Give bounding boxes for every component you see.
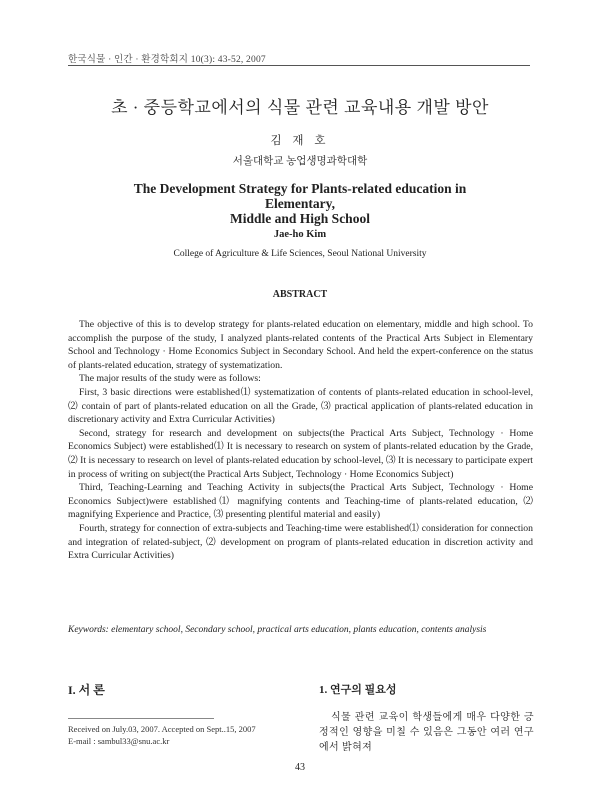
korean-title: 초 · 중등학교에서의 식물 관련 교육내용 개발 방안 (111, 98, 489, 117)
section-heading-introduction: I. 서 론 (68, 683, 105, 697)
abstract-heading: ABSTRACT (272, 289, 328, 300)
abstract-paragraph: Third, Teaching-Learning and Teaching Activity in subjects(the Practical Arts Subject, Technology · Home Economics Subject)were established⑴ magnifying contents and Teaching-time of plants-related education, ⑵ magnifying Experience and Practice, ⑶ presenting plentiful material and easily) (68, 482, 533, 521)
abstract-paragraph: First, 3 basic directions were established⑴ systematization of contents of plants-related education in school-level, ⑵ contain of part of plants-related education on all the Grade, ⑶ practical application of plants-related education in discretionary activity and Extra Curricular Activities) (68, 386, 533, 426)
keywords: Keywords: elementary school, Secondary school, practical arts education, plants education, contents analysis (68, 625, 487, 635)
subsection-heading: 1. 연구의 필요성 (319, 684, 397, 696)
abstract-paragraph: Fourth, strategy for connection of extra-subjects and Teaching-time were established⑴ consideration for connection and integration of related-subject, ⑵ development on program of plants-related education in discretion activity and Extra Curricular Activities) (68, 522, 533, 562)
author-email: E-mail : sambul33@snu.ac.kr (68, 736, 170, 746)
page-number: 43 (295, 762, 305, 773)
footnote-rule (68, 718, 214, 719)
abstract-paragraph: The objective of this is to develop strategy for plants-related education on elementary, middle and high school. To accomplish the purpose of the study, I analyzed plants-related contents of the Practical Arts Subject in Elementary School and Technology · Home Economics Subject in Secondary School. And held the expert-conference on the status of plants-related education, strategy of systematization. (68, 319, 533, 371)
abstract-paragraph: Second, strategy for research and development on subjects(the Practical Arts Subject, Technology · Home Economics Subject) were established⑴ It is necessary to research on system of plants-related education by the Grade, ⑵ It is necessary to research on level of plants-related education by school-level, ⑶ It is necessary to participate expert in process of writing on subject(the Practical Arts Subject, Technology · Home Economics Subject) (68, 427, 533, 480)
english-author: Jae-ho Kim (273, 229, 327, 240)
received-dates: Received on July.03, 2007. Accepted on Sept..15, 2007 (68, 724, 256, 734)
english-affiliation: College of Agriculture & Life Sciences, Seoul National University (173, 249, 427, 259)
abstract-paragraph: The major results of the study were as follows: (79, 373, 261, 385)
body-paragraph: 식물 관련 교육이 학생들에게 매우 다양한 긍정적인 영향을 미칠 수 있음은 그동안 여러 연구에서 밝혀져 (319, 712, 534, 753)
header-rule (68, 65, 530, 66)
english-title-line2: Middle and High School (230, 211, 370, 226)
journal-header: 한국식물 · 인간 · 환경학회지 10(3): 43-52, 2007 (68, 55, 266, 65)
english-title-line1: The Development Strategy for Plants-related education in Elementary, (133, 181, 467, 211)
english-title (100, 181, 500, 226)
korean-affiliation: 서울대학교 농업생명과학대학 (232, 156, 368, 167)
abstract-body (68, 318, 533, 563)
received-note (68, 723, 256, 747)
right-column-body (319, 710, 534, 755)
korean-author: 김 재 호 (270, 135, 330, 147)
